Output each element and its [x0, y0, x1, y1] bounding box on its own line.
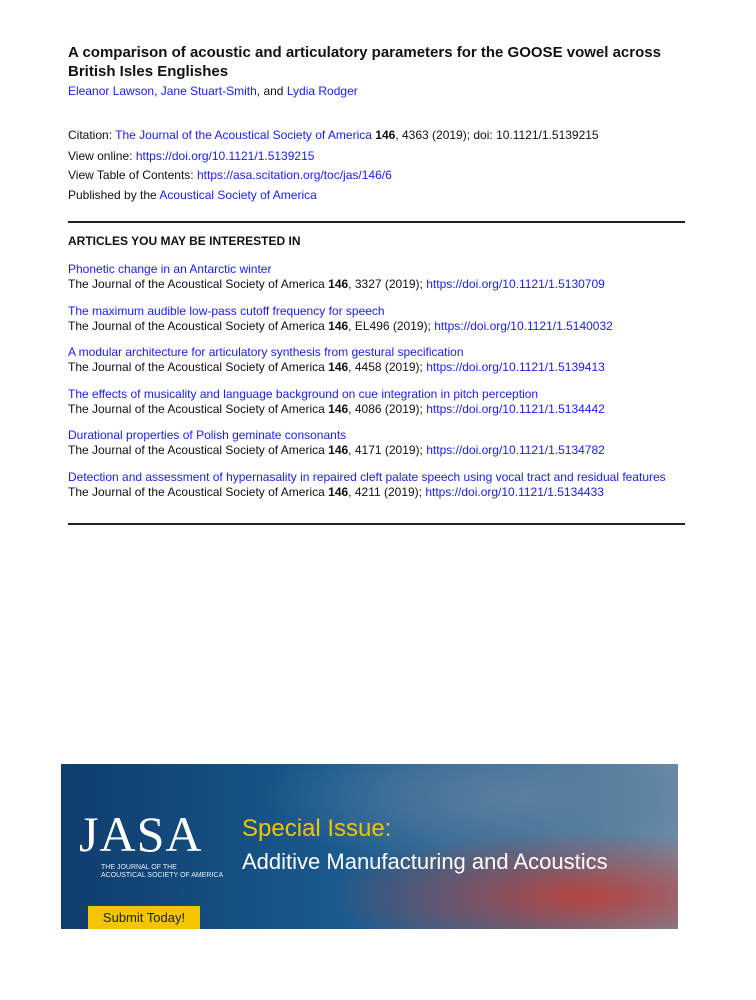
- article-link[interactable]: The maximum audible low-pass cutoff frequency for speech: [68, 303, 385, 318]
- related-article-title[interactable]: [68, 470, 666, 484]
- related-heading: ARTICLES YOU MAY BE INTERESTED IN: [68, 234, 301, 248]
- volume: 146: [328, 443, 349, 457]
- volume: 146: [328, 401, 349, 416]
- doi-link[interactable]: https://doi.org/10.1121/1.5130709: [426, 277, 605, 291]
- publisher-link[interactable]: Acoustical Society of America: [159, 188, 317, 202]
- article-link[interactable]: Durational properties of Polish geminate consonants: [68, 428, 347, 442]
- author-link[interactable]: Jane Stuart-Smith: [160, 84, 257, 98]
- label: View online:: [68, 149, 136, 163]
- citation-rest: , 4363 (2019); doi: 10.1121/1.5139215: [395, 128, 599, 142]
- pages: , EL496 (2019);: [348, 318, 435, 333]
- article-link[interactable]: A modular architecture for articulatory synthesis from gestural specification: [68, 345, 464, 359]
- view-online: [68, 149, 314, 163]
- related-article-citation: [68, 443, 605, 457]
- related-article-citation: [68, 485, 604, 499]
- volume: 146: [328, 318, 349, 333]
- related-article-citation: [68, 277, 605, 291]
- doi-link[interactable]: https://doi.org/10.1121/1.5134442: [426, 401, 605, 416]
- pages: , 3327 (2019);: [348, 277, 427, 291]
- pages: , 4086 (2019);: [348, 401, 427, 416]
- related-article-title[interactable]: [68, 345, 464, 359]
- related-article-title[interactable]: [68, 387, 538, 401]
- related-article-title[interactable]: [68, 428, 346, 442]
- divider: [68, 221, 685, 223]
- pages: , 4211 (2019);: [348, 484, 426, 499]
- logo-sub-line: ACOUSTICAL SOCIETY OF AMERICA: [101, 872, 224, 879]
- article-link[interactable]: The effects of musicality and language background on cue integration in pitch perception: [68, 386, 539, 401]
- author-link[interactable]: Lydia Rodger: [286, 84, 358, 98]
- journal: The Journal of the Acoustical Society of America: [68, 484, 329, 499]
- volume: 146: [328, 277, 349, 291]
- article-link[interactable]: Phonetic change in an Antarctic winter: [68, 262, 272, 276]
- author-list: [68, 84, 358, 98]
- divider: [68, 523, 685, 525]
- doi-link[interactable]: https://doi.org/10.1121/1.5139413: [426, 360, 605, 374]
- citation: [68, 128, 599, 142]
- volume: 146: [375, 128, 396, 142]
- jasa-logo: JASA: [79, 806, 203, 862]
- doi-link[interactable]: https://doi.org/10.1121/1.5134782: [426, 443, 605, 457]
- banner-subheadline: Additive Manufacturing and Acoustics: [242, 849, 608, 874]
- jasa-logo-subtitle: [101, 864, 223, 880]
- separator: , and: [256, 84, 287, 98]
- related-article-citation: [68, 319, 613, 333]
- related-article-title[interactable]: [68, 262, 271, 276]
- citation-label: Citation:: [68, 128, 116, 142]
- pages: , 4458 (2019);: [348, 360, 427, 374]
- author-link[interactable]: Eleanor Lawson: [68, 84, 155, 98]
- toc-link[interactable]: https://asa.scitation.org/toc/jas/146/6: [196, 168, 392, 182]
- journal: The Journal of the Acoustical Society of America: [68, 360, 329, 374]
- publisher: [68, 188, 317, 202]
- article-link[interactable]: Detection and assessment of hypernasality in repaired cleft palate speech using vocal tract and residual features: [68, 469, 666, 484]
- volume: 146: [328, 360, 349, 374]
- related-article-title[interactable]: [68, 304, 385, 318]
- banner-headline: Special Issue:: [242, 815, 392, 842]
- label: Published by the: [68, 188, 160, 202]
- pages: , 4171 (2019);: [348, 443, 427, 457]
- doi-link[interactable]: https://doi.org/10.1121/1.5139215: [135, 149, 315, 163]
- table-of-contents: [68, 168, 392, 182]
- label: View Table of Contents:: [68, 168, 197, 182]
- journal: The Journal of the Acoustical Society of America: [68, 318, 329, 333]
- submit-today-button[interactable]: Submit Today!: [88, 906, 200, 929]
- article-title: A comparison of acoustic and articulatory parameters for the GOOSE vowel across British Isles Englishes: [68, 44, 661, 80]
- volume: 146: [328, 484, 349, 499]
- journal-link[interactable]: The Journal of the Acoustical Society of America: [115, 128, 372, 142]
- journal: The Journal of the Acoustical Society of America: [68, 277, 329, 291]
- related-article-citation: [68, 402, 605, 416]
- journal: The Journal of the Acoustical Society of America: [68, 401, 329, 416]
- jasa-special-issue-banner[interactable]: [61, 764, 678, 929]
- related-article-citation: [68, 360, 605, 374]
- doi-link[interactable]: https://doi.org/10.1121/1.5134433: [425, 484, 604, 499]
- doi-link[interactable]: https://doi.org/10.1121/1.5140032: [434, 318, 613, 333]
- separator: ,: [154, 84, 161, 98]
- logo-sub-line: THE JOURNAL OF THE: [101, 864, 177, 871]
- journal: The Journal of the Acoustical Society of America: [68, 443, 329, 457]
